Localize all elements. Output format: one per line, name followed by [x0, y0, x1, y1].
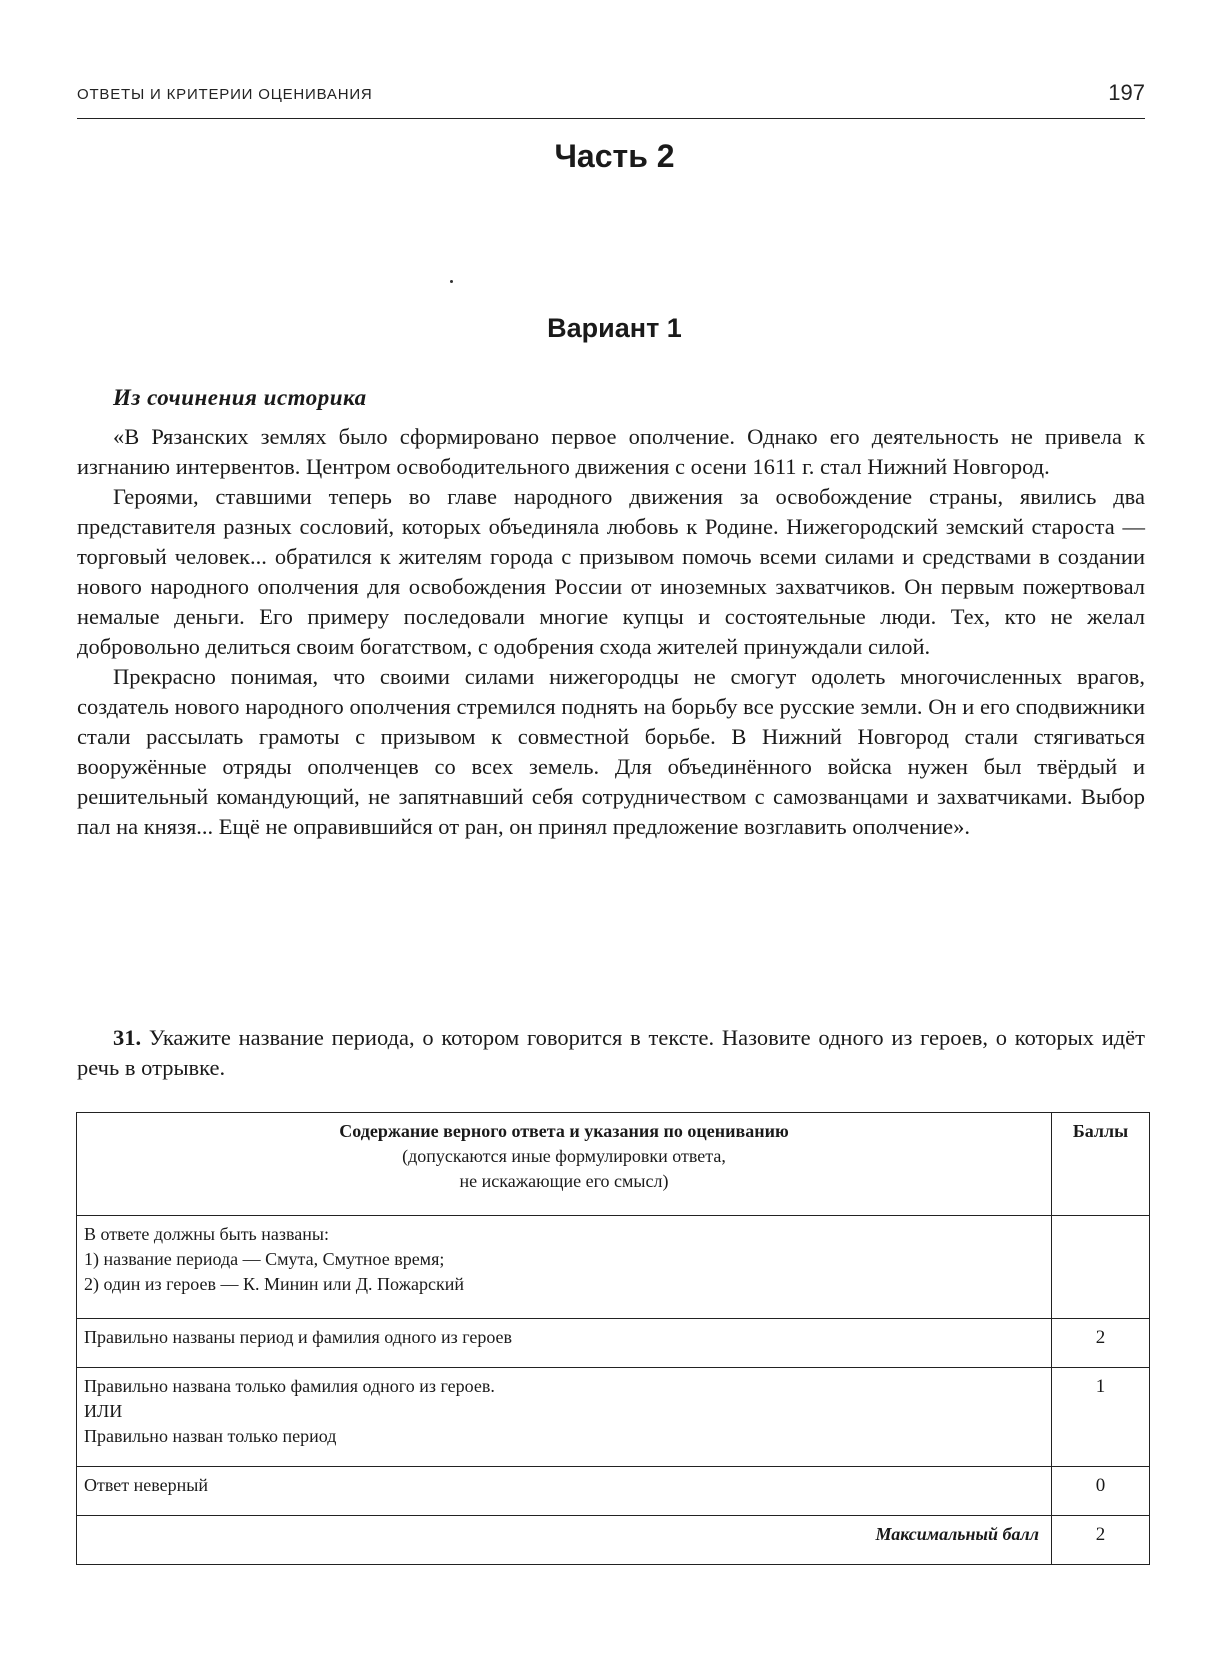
criterion-cell: Ответ неверный: [77, 1467, 1052, 1516]
max-score-value: 2: [1051, 1516, 1149, 1565]
requirements-cell: [77, 1216, 1052, 1319]
running-header: [77, 78, 1145, 119]
requirements-line: 2) один из героев — К. Минин или Д. Пожарский: [84, 1274, 465, 1294]
source-paragraph: «В Рязанских землях было сформировано первое ополчение. Однако его деятельность не привела к изгнанию интервентов. Центром освободительного движения с осени 1611 г. стал Нижний Новгород.: [77, 424, 1145, 479]
question-number: 31.: [113, 1025, 142, 1050]
part-title: Часть 2: [554, 138, 675, 174]
source-text: [77, 422, 1145, 842]
header-title: Содержание верного ответа и указания по оцениванию: [339, 1121, 789, 1141]
question-paragraph: [77, 1023, 1145, 1083]
table-row: [77, 1516, 1150, 1565]
source-paragraph: Героями, ставшими теперь во главе народного движения за освобождение страны, явились два представителя разных сословий, которых объединяла любовь к Родине. Нижегородский земский староста — торговый человек... обратился к жителям города с призывом помочь всеми силами и средствами в создании нового народного ополчения для освобождения России от иноземных захватчиков. Он первым пожертвовал немалые деньги. Его примеру последовали многие купцы и состоятельные люди. Тех, кто не желал добровольно делиться своим богатством, с одобрения схода жителей принуждали силой.: [77, 484, 1145, 659]
criterion-line: Правильно назван только период: [84, 1426, 337, 1446]
header-content-cell: [77, 1113, 1052, 1216]
running-title: ОТВЕТЫ И КРИТЕРИИ ОЦЕНИВАНИЯ: [77, 86, 373, 103]
source-paragraph: Прекрасно понимая, что своими силами нижегородцы не смогут одолеть многочисленных врагов, создатель нового народного ополчения стремился поднять на борьбу все русские земли. Он и его сподвижники стали рассылать грамоты с призывом к совместной борьбе. В Нижний Новгород стали стягиваться вооружённые отряды ополченцев со всех земель. Для объединённого войска нужен был твёрдый и решительный командующий, не запятнавший себя сотрудничеством с самозванцами и захватчиками. Выбор пал на князя... Ещё не оправившийся от ран, он принял предложение возглавить ополчение».: [77, 664, 1145, 839]
requirements-line: В ответе должны быть названы:: [84, 1224, 329, 1244]
table-row: [77, 1467, 1150, 1516]
question-text: Укажите название периода, о котором говорится в тексте. Назовите одного из героев, о которых идёт речь в отрывке.: [77, 1025, 1146, 1080]
score-cell: 1: [1051, 1368, 1149, 1467]
criterion-cell: [77, 1368, 1052, 1467]
source-heading: Из сочинения историка: [113, 385, 367, 410]
table-row: [77, 1216, 1150, 1319]
question-31: [77, 1023, 1145, 1083]
table-row: [77, 1319, 1150, 1368]
score-cell: [1051, 1216, 1149, 1319]
header-note-line: (допускаются иные формулировки ответа,: [402, 1146, 726, 1166]
score-cell: 2: [1051, 1319, 1149, 1368]
criteria-table: [76, 1112, 1150, 1565]
criterion-cell: Правильно названы период и фамилия одного из героев: [77, 1319, 1052, 1368]
requirements-line: 1) название периода — Смута, Смутное время;: [84, 1249, 445, 1269]
stray-dot: [450, 280, 453, 283]
header-score-cell: Баллы: [1051, 1113, 1149, 1216]
table-header-row: [77, 1113, 1150, 1216]
score-cell: 0: [1051, 1467, 1149, 1516]
criterion-line: ИЛИ: [84, 1401, 123, 1421]
criterion-line: Правильно названа только фамилия одного из героев.: [84, 1376, 495, 1396]
table-row: [77, 1368, 1150, 1467]
page-number: 197: [1108, 80, 1145, 105]
max-score-label: Максимальный балл: [77, 1516, 1052, 1565]
header-note-line: не искажающие его смысл): [459, 1171, 669, 1191]
variant-title: Вариант 1: [547, 313, 682, 343]
